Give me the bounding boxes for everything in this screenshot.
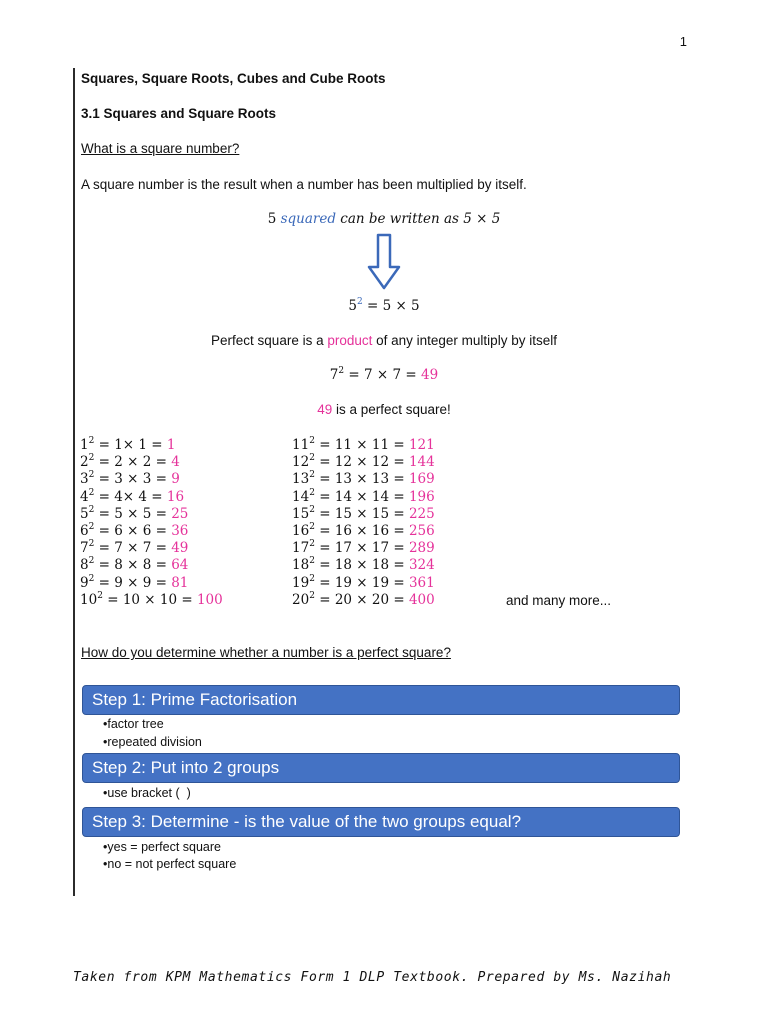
square-left-row: $3^2 = 3 \times 3 = 9$ (80, 470, 180, 488)
square-value: 16 (166, 488, 185, 505)
square-value: 36 (171, 523, 189, 539)
square-left-row: $6^2 = 6 \times 6 = 36$ (80, 522, 189, 539)
bullet-no: •no = not perfect square (103, 857, 237, 871)
square-value: 1 (166, 437, 176, 453)
square-value: 256 (408, 523, 435, 539)
square-right-row: $20^2 = 20 \times 20 = 400$ (292, 590, 435, 608)
square-right-row: $16^2 = 16 \times 16 = 256$ (292, 522, 435, 539)
product-highlight: product (327, 333, 373, 348)
example-value: 49 (421, 367, 439, 383)
example-note: 49 is a perfect square! (317, 402, 451, 417)
square-left-row: $5^2 = 5 \times 5 = 25$ (80, 504, 189, 522)
step-2-banner: Step 2: Put into 2 groups (82, 753, 680, 783)
square-left-row: $10^2 = 10 \times 10 = 100$ (80, 590, 223, 608)
expr-base: 5 (267, 211, 277, 227)
square-right-row: $14^2 = 14 \times 14 = 196$ (292, 487, 435, 505)
definition-text: A square number is the result when a number has been multiplied by itself. (81, 177, 527, 192)
example-equation: $7^2 = 7 \times 7 = 49$ (329, 366, 439, 383)
square-left-row: $1^2 = 1\times 1 = 1$ (80, 436, 176, 453)
square-right-row: $18^2 = 18 \times 18 = 324$ (292, 556, 435, 574)
square-right-row: $13^2 = 13 \times 13 = 169$ (292, 470, 435, 488)
bullet-factor-tree: •factor tree (103, 717, 164, 731)
square-left-row: $7^2 = 7 \times 7 = 49$ (80, 539, 189, 557)
square-right-row: $11^2 = 11 \times 11 = 121$ (292, 436, 435, 453)
square-value: 169 (408, 471, 435, 488)
step-3-banner: Step 3: Determine - is the value of the two groups equal? (82, 807, 680, 837)
square-value: 81 (171, 574, 189, 591)
square-right-row: $19^2 = 19 \times 19 = 361$ (292, 573, 435, 591)
square-value: 25 (171, 505, 189, 522)
square-value: 100 (196, 591, 223, 608)
square-value: 64 (171, 557, 189, 574)
square-right-row: $17^2 = 17 \times 17 = 289$ (292, 539, 435, 557)
chapter-title: Squares, Square Roots, Cubes and Cube Roots (81, 71, 386, 86)
square-left-row: $2^2 = 2 \times 2 = 4$ (80, 453, 180, 471)
square-left-row: $9^2 = 9 \times 9 = 81$ (80, 573, 189, 591)
square-value: 361 (408, 574, 435, 591)
square-value: 400 (408, 591, 435, 608)
square-value: 4 (171, 454, 180, 471)
square-value: 144 (408, 454, 435, 471)
perfect-square-definition: Perfect square is a product of any integer multiply by itself (211, 333, 557, 348)
down-arrow-icon (366, 233, 402, 291)
square-value: 225 (408, 505, 435, 522)
margin-line (73, 68, 75, 896)
question-determine: How do you determine whether a number is a perfect square? (81, 645, 451, 660)
result-exponent: 2 (356, 297, 363, 307)
and-many-more-text: and many more... (506, 593, 612, 608)
square-right-row: $12^2 = 12 \times 12 = 144$ (292, 453, 435, 471)
expr-rest: can be written as 5 × 5 (340, 211, 501, 227)
word-squared: squared (280, 211, 336, 227)
page-number: 1 (679, 34, 687, 49)
square-value: 49 (171, 540, 189, 557)
square-value: 9 (171, 471, 180, 488)
square-value: 289 (408, 540, 435, 557)
square-value: 196 (408, 488, 435, 505)
square-left-row: $8^2 = 8 \times 8 = 64$ (80, 556, 189, 574)
square-value: 324 (408, 557, 435, 574)
square-right-row: $15^2 = 15 \times 15 = 225$ (292, 504, 435, 522)
square-value: 121 (408, 437, 435, 453)
squared-result: $5^2 = 5 \times 5$ (348, 297, 420, 314)
bullet-use-bracket: •use bracket ( ) (103, 786, 191, 800)
bullet-repeated-division: •repeated division (103, 735, 202, 749)
step-1-banner: Step 1: Prime Factorisation (82, 685, 680, 715)
section-title: 3.1 Squares and Square Roots (81, 106, 277, 121)
squared-expression (0, 211, 768, 227)
question-square-number: What is a square number? (81, 141, 240, 156)
bullet-yes: •yes = perfect square (103, 840, 221, 854)
footer-credit: Taken from KPM Mathematics Form 1 DLP Textbook. Prepared by Ms. Nazihah (73, 970, 672, 985)
square-left-row: $4^2 = 4\times 4 = 16$ (80, 487, 185, 505)
